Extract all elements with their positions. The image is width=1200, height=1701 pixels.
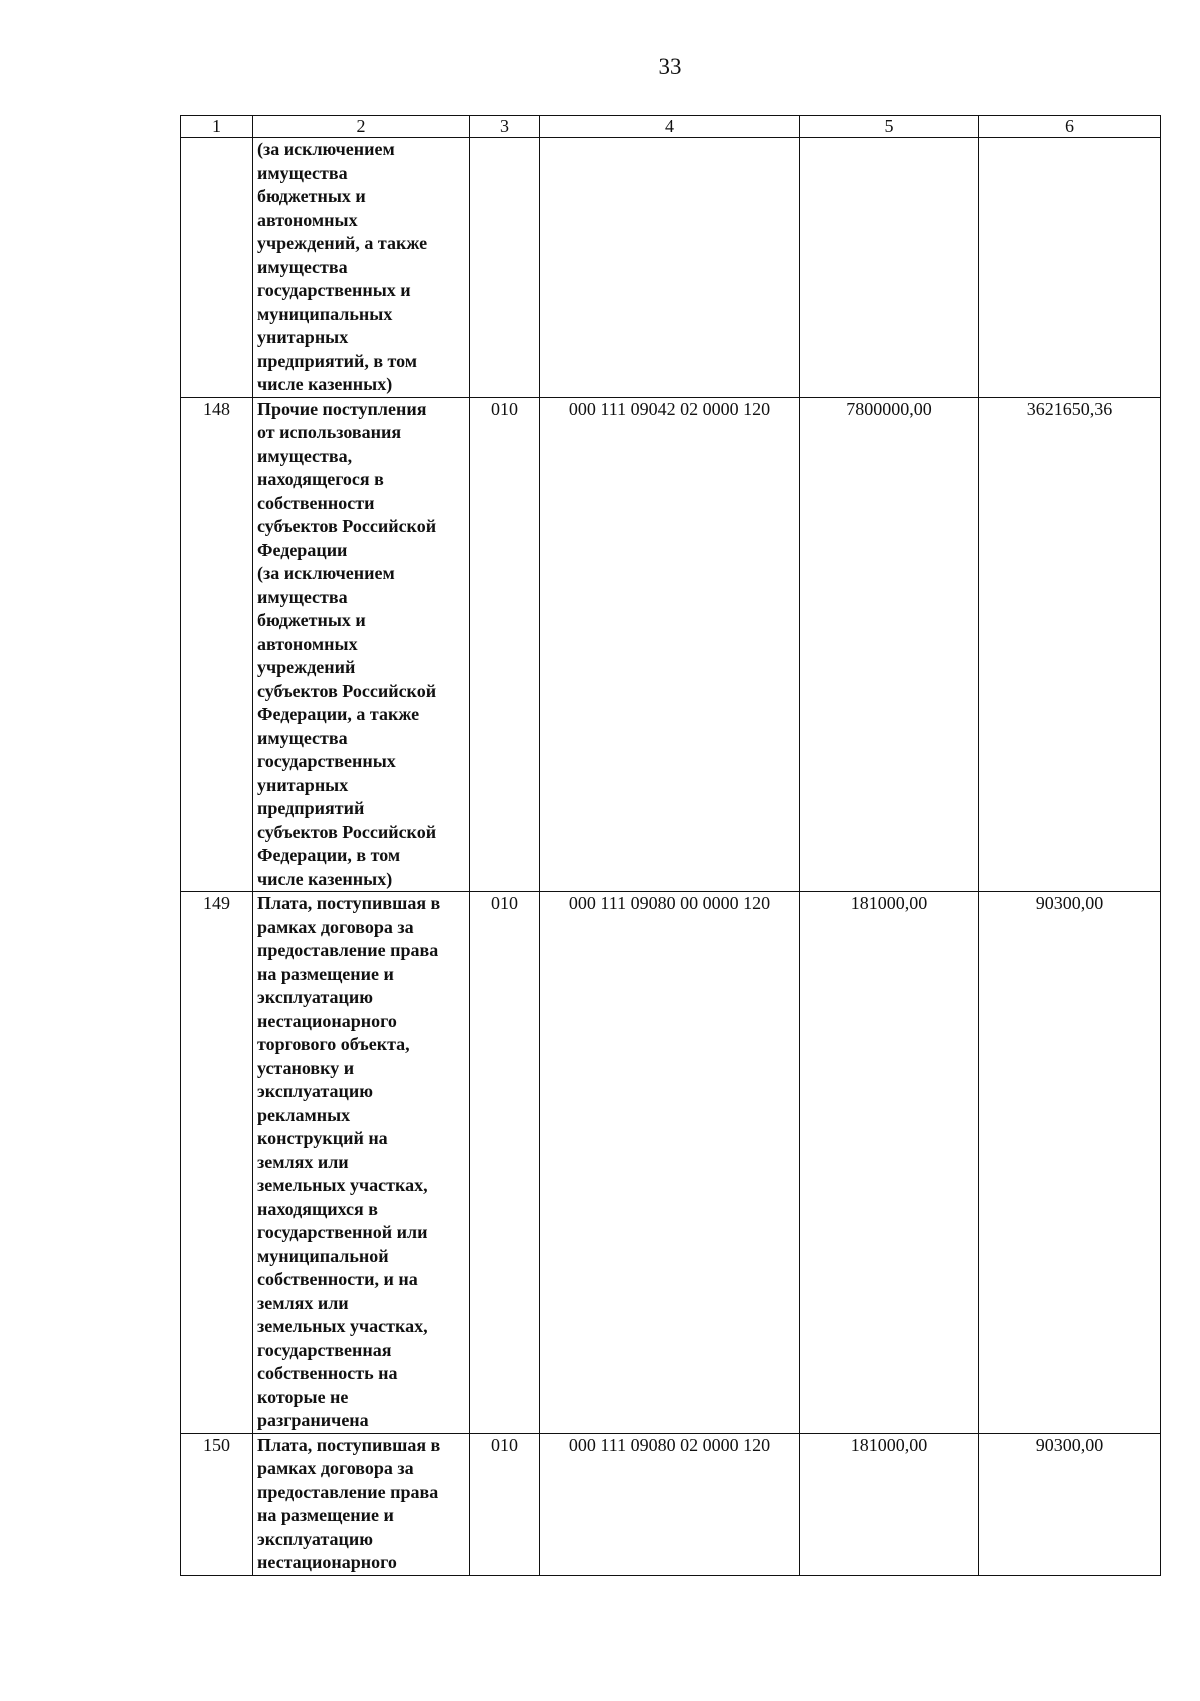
description-line: рекламных: [257, 1104, 351, 1125]
page-number: 33: [658, 54, 682, 79]
description-line: предоставление права: [257, 1481, 439, 1502]
description-line: предприятий: [257, 798, 365, 818]
plan-amount-cell: 181000,00: [800, 1433, 979, 1575]
description-line: имущества: [257, 162, 348, 183]
description-line: разграничена: [257, 1410, 369, 1430]
description-line: землях или: [257, 1151, 349, 1172]
description-line: государственных и: [257, 280, 411, 300]
description-line: числе казенных): [257, 868, 393, 889]
description-line: земельных участках,: [257, 1175, 428, 1195]
plan-amount-cell: [800, 138, 979, 398]
description-line: муниципальных: [257, 303, 393, 324]
description-line: установку и: [257, 1057, 355, 1078]
plan-amount-cell: 7800000,00: [800, 397, 979, 892]
description-line: имущества: [257, 256, 348, 277]
row-number-cell: [181, 138, 253, 398]
header-cell-5: 5: [800, 116, 979, 138]
description-line: собственности, и на: [257, 1269, 418, 1289]
description-line: субъектов Российской: [257, 680, 437, 701]
description-line: имущества: [257, 727, 348, 748]
description-line: автономных: [257, 633, 358, 654]
description-line: эксплуатацию: [257, 1081, 374, 1101]
description-line: рамках договора за: [257, 916, 414, 937]
description-line: унитарных: [257, 774, 349, 795]
description-line: находящегося в: [257, 469, 384, 489]
admin-code-cell: [470, 138, 540, 398]
description-line: государственной или: [257, 1222, 428, 1242]
description-line: бюджетных и: [257, 186, 366, 206]
row-description-cell: [253, 892, 470, 1434]
row-number-cell: 148: [181, 397, 253, 892]
description-line: нестационарного: [257, 1010, 397, 1031]
budget-code-cell: 000 111 09042 02 0000 120: [540, 397, 800, 892]
row-number-cell: 150: [181, 1433, 253, 1575]
description-line: от использования: [257, 422, 402, 442]
description-line: предоставление права: [257, 940, 439, 960]
budget-code-cell: 000 111 09080 02 0000 120: [540, 1433, 800, 1575]
description-line: находящихся в: [257, 1198, 379, 1219]
description-line: учреждений, а также: [257, 233, 428, 253]
revenue-table: [180, 115, 1161, 1576]
description-line: предприятий, в том: [257, 350, 418, 371]
fact-amount-cell: [979, 138, 1161, 398]
table-row: [181, 1433, 1161, 1575]
description-line: собственность на: [257, 1363, 398, 1383]
description-line: Прочие поступления: [257, 398, 427, 419]
table-header-row: [181, 116, 1161, 138]
description-line: государственная: [257, 1339, 392, 1360]
description-line: субъектов Российской: [257, 516, 437, 536]
row-number-cell: 149: [181, 892, 253, 1434]
admin-code-cell: 010: [470, 397, 540, 892]
description-line: бюджетных и: [257, 610, 366, 630]
admin-code-cell: 010: [470, 1433, 540, 1575]
fact-amount-cell: 90300,00: [979, 892, 1161, 1434]
header-cell-4: 4: [540, 116, 800, 138]
description-line: унитарных: [257, 327, 349, 347]
description-line: государственных: [257, 751, 396, 771]
table-row: [181, 138, 1161, 398]
description-line: Федерации: [257, 539, 348, 560]
description-line: которые не: [257, 1386, 349, 1407]
description-line: эксплуатацию: [257, 1528, 374, 1549]
plan-amount-cell: 181000,00: [800, 892, 979, 1434]
description-line: эксплуатацию: [257, 987, 374, 1007]
row-description-cell: [253, 138, 470, 398]
admin-code-cell: 010: [470, 892, 540, 1434]
fact-amount-cell: 3621650,36: [979, 397, 1161, 892]
description-line: имущества: [257, 586, 348, 607]
description-line: (за исключением: [257, 563, 395, 583]
description-line: (за исключением: [257, 139, 395, 159]
description-line: имущества,: [257, 445, 353, 466]
description-line: субъектов Российской: [257, 821, 437, 842]
header-cell-6: 6: [979, 116, 1161, 138]
description-line: на размещение и: [257, 1505, 394, 1525]
description-line: собственности: [257, 492, 375, 513]
description-line: рамках договора за: [257, 1458, 414, 1478]
table-row: [181, 892, 1161, 1434]
row-description-cell: [253, 397, 470, 892]
description-line: Плата, поступившая в: [257, 893, 441, 913]
description-line: нестационарного: [257, 1552, 397, 1572]
budget-code-cell: 000 111 09080 00 0000 120: [540, 892, 800, 1434]
description-line: конструкций на: [257, 1128, 388, 1148]
description-line: Федерации, в том: [257, 845, 401, 865]
row-description-cell: [253, 1433, 470, 1575]
description-line: Федерации, а также: [257, 704, 420, 724]
fact-amount-cell: 90300,00: [979, 1433, 1161, 1575]
description-line: торгового объекта,: [257, 1034, 410, 1054]
description-line: числе казенных): [257, 374, 393, 394]
header-cell-3: 3: [470, 116, 540, 138]
header-cell-1: 1: [181, 116, 253, 138]
description-line: землях или: [257, 1292, 349, 1313]
description-line: земельных участках,: [257, 1316, 428, 1336]
description-line: на размещение и: [257, 963, 394, 984]
description-line: учреждений: [257, 657, 356, 677]
table-row: [181, 397, 1161, 892]
description-line: автономных: [257, 209, 358, 230]
description-line: Плата, поступившая в: [257, 1434, 441, 1455]
budget-code-cell: [540, 138, 800, 398]
description-line: муниципальной: [257, 1245, 389, 1266]
header-cell-2: 2: [253, 116, 470, 138]
